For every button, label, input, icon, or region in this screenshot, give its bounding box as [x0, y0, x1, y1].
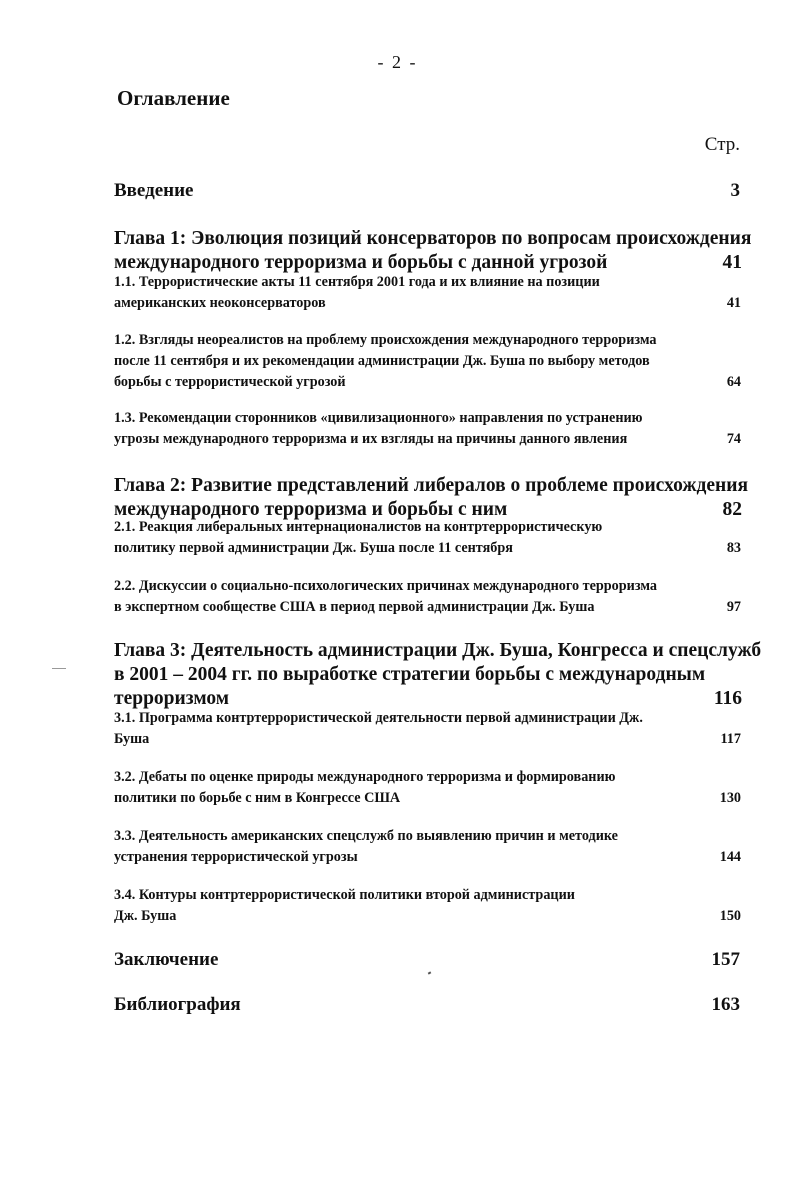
- toc-line-last: [114, 538, 741, 559]
- scan-speck: [428, 971, 432, 974]
- toc-line-last: [114, 429, 741, 450]
- page-title: Оглавление: [117, 86, 230, 110]
- toc-line: 3.2. Дебаты по оценке природы международного терроризма и формированию: [114, 769, 616, 785]
- toc-chapter-1: [114, 227, 752, 275]
- toc-line: Глава 1: Эволюция позиций консерваторов по вопросам происхождения: [114, 228, 752, 249]
- toc-entry-page: 144: [719, 849, 741, 865]
- toc-entry-page: 163: [711, 994, 740, 1015]
- toc-entry-page: 117: [720, 731, 741, 747]
- toc-entry-page: 3: [730, 180, 740, 201]
- toc-section-3-2: [114, 767, 741, 809]
- toc-line: политику первой администрации Дж. Буша после 11 сентября: [114, 540, 513, 556]
- toc-section-1-1: [114, 272, 741, 314]
- toc-line: американских неоконсерваторов: [114, 295, 326, 311]
- toc-line-last: [114, 372, 741, 393]
- toc-line-last: [114, 729, 741, 750]
- toc-line: международного терроризма и борьбы с данной угрозой: [114, 252, 608, 273]
- toc-entry-page: 64: [726, 374, 741, 390]
- toc-entry-page: 74: [726, 431, 741, 447]
- toc-line-last: [114, 597, 741, 618]
- toc-line: 2.2. Дискуссии о социально-психологических причинах международного терроризма: [114, 578, 657, 594]
- toc-section-1-3: [114, 408, 741, 450]
- toc-line-last: [114, 847, 741, 868]
- toc-line: терроризмом: [114, 688, 230, 709]
- toc-line: борьбы с террористической угрозой: [114, 374, 346, 390]
- toc-section-3-3: [114, 826, 741, 868]
- toc-entry-page: 82: [722, 499, 742, 520]
- toc-line: 1.3. Рекомендации сторонников «цивилизационного» направления по устранению: [114, 410, 643, 426]
- toc-line: Глава 2: Развитие представлений либералов о проблеме происхождения: [114, 475, 749, 496]
- toc-section-1-2: [114, 330, 741, 393]
- toc-line: 2.1. Реакция либеральных интернационалистов на контртеррористическую: [114, 519, 603, 535]
- margin-mark: [52, 668, 66, 669]
- toc-line: угрозы международного терроризма и их взгляды на причины данного явления: [114, 431, 628, 447]
- toc-line: Дж. Буша: [114, 908, 177, 924]
- toc-entry-conclusion: [114, 949, 740, 971]
- page-number: - 2 -: [377, 52, 418, 72]
- toc-section-3-1: [114, 708, 741, 750]
- toc-line: в 2001 – 2004 гг. по выработке стратегии борьбы с международным: [114, 664, 706, 685]
- toc-entry-page: 41: [722, 252, 742, 273]
- toc-line-last: [114, 788, 741, 809]
- toc-entry-page: 157: [711, 949, 740, 970]
- toc-line-last: [114, 906, 741, 927]
- toc-chapter-2: [114, 474, 749, 522]
- toc-entry-label: Заключение: [114, 949, 219, 970]
- toc-entry-page: 130: [719, 790, 741, 806]
- toc-section-2-1: [114, 517, 741, 559]
- toc-entry-page: 97: [726, 599, 741, 615]
- toc-line: 3.1. Программа контртеррористической деятельности первой администрации Дж.: [114, 710, 643, 726]
- toc-entry-label: Введение: [114, 180, 194, 201]
- toc-entry-page: 41: [726, 295, 741, 311]
- toc-entry-label: Библиография: [114, 994, 241, 1015]
- toc-line: 3.3. Деятельность американских спецслужб по выявлению причин и методике: [114, 828, 618, 844]
- toc-line: международного терроризма и борьбы с ним: [114, 499, 508, 520]
- toc-entry-intro: [114, 180, 740, 202]
- toc-line: после 11 сентября и их рекомендации администрации Дж. Буша по выбору методов: [114, 353, 650, 369]
- toc-line: 1.2. Взгляды неореалистов на проблему происхождения международного терроризма: [114, 332, 657, 348]
- toc-entry-page: 116: [713, 688, 742, 709]
- toc-entry-bibliography: [114, 994, 740, 1016]
- toc-line: 1.1. Террористические акты 11 сентября 2001 года и их влияние на позиции: [114, 274, 600, 290]
- page-column-header: Стр.: [704, 134, 740, 155]
- toc-entry-page: 83: [726, 540, 741, 556]
- toc-line: Буша: [114, 731, 150, 747]
- toc-line: Глава 3: Деятельность администрации Дж. Буша, Конгресса и спецслужб: [114, 640, 762, 661]
- toc-section-3-4: [114, 885, 741, 927]
- toc-line: 3.4. Контуры контртеррористической политики второй администрации: [114, 887, 575, 903]
- toc-line: в экспертном сообществе США в период первой администрации Дж. Буша: [114, 599, 595, 615]
- toc-line: устранения террористической угрозы: [114, 849, 358, 865]
- toc-section-2-2: [114, 576, 741, 618]
- toc-entry-page: 150: [719, 908, 741, 924]
- toc-line: политики по борьбе с ним в Конгрессе США: [114, 790, 401, 806]
- toc-chapter-3: [114, 639, 762, 711]
- toc-line-last: [114, 293, 741, 314]
